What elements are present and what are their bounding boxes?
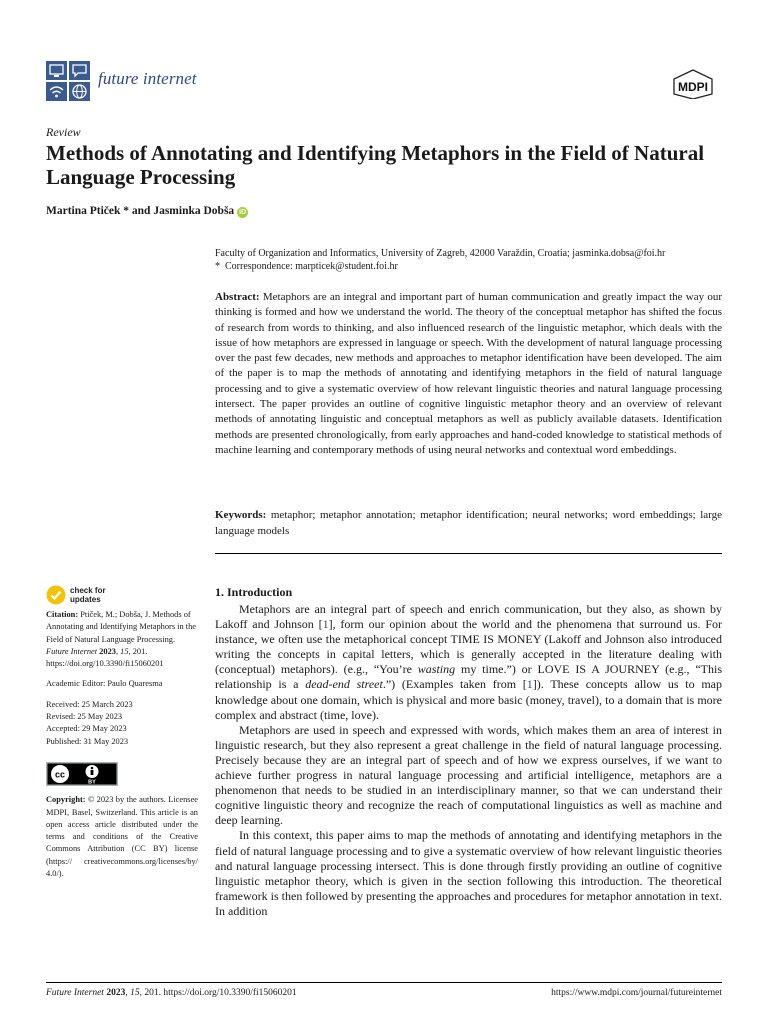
article-title: Methods of Annotating and Identifying Metaphors in the Field of Natural Language Processing <box>46 141 705 189</box>
received-date: Received: 25 March 2023 <box>46 699 133 709</box>
section-heading-introduction: 1. Introduction <box>215 585 293 599</box>
footer-journal-url[interactable]: https://www.mdpi.com/journal/futureinternet <box>551 988 722 998</box>
affiliation: Faculty of Organization and Informatics, University of Zagreb, 42000 Varaždin, Croatia; jasminka.dobsa@foi.hr <box>215 248 666 259</box>
footer-volume: 15 <box>130 988 140 998</box>
footer-divider <box>46 982 722 983</box>
citation: Citation: Ptiček, M.; Dobša, J. Methods of Annotating and Identifying Metaphors in the Field of Natural Language Processing. Future Internet 2023, 15, 201. https://doi.org/10.3390/fi15060201 <box>46 610 197 669</box>
copyright-label: Copyright: <box>46 795 86 805</box>
p1-part-b: ], form our opinion about the world and the phenomena that surround us. For instance, we often use the metaphorical concept TIME IS MONEY (Lakoff and Johnson also introduced writing the concepts in capital letters, which is generally accepted in the literature dealing with (conceptual) metaphors). (e.g., “You’re <box>215 617 722 677</box>
check-line-2: updates <box>70 595 101 604</box>
author-list <box>46 205 248 218</box>
check-line-1: check for <box>70 586 106 595</box>
paragraph-3: In this context, this paper aims to map the methods of annotating and identifying metaphors in the field of natural language processing and to give a systematic overview of how relevant linguistic theories and natural language processing intersect. This is done through firstly providing an outline of cognitive linguistic metaphor theory, which is given in the section following this introduction. The theoretical framework is then followed by presenting the approaches and procedures for metaphor annotation in text. In addition <box>215 828 722 918</box>
academic-editor: Academic Editor: Paulo Quaresma <box>46 679 163 689</box>
check-for-updates-button[interactable] <box>46 583 198 607</box>
paragraph-1 <box>215 602 722 723</box>
keywords-text: metaphor; metaphor annotation; metaphor identification; neural networks; word embeddings; large language models <box>215 509 723 537</box>
sidebar <box>46 583 198 880</box>
reference-link-1b[interactable]: 1 <box>526 677 533 692</box>
abstract <box>215 290 722 458</box>
correspondence-row <box>215 260 735 273</box>
check-updates-icon <box>46 585 66 605</box>
correspondence: Correspondence: marpticek@student.foi.hr <box>225 261 398 272</box>
orcid-icon[interactable]: iD <box>239 209 247 216</box>
reference-link-1[interactable]: 1 <box>322 617 329 632</box>
p1-part-e: ]). These concepts allow us to map knowledge about one domain, which is physical and more basic (money, travel), to a domain that is more complex and abstract (time, love). <box>215 677 723 722</box>
keywords-label: Keywords: <box>215 509 267 521</box>
affiliation-block <box>215 247 735 273</box>
citation-text: Ptiček, M.; Dobša, J. Methods of Annotating and Identifying Metaphors in the Field of Natural Language Processing. <box>46 610 197 644</box>
footer-journal: Future Internet <box>46 988 104 998</box>
footer-year: 2023 <box>106 988 126 998</box>
authors-text: Martina Ptiček * and Jasminka Dobša <box>46 205 235 217</box>
p1-italic-wasting: wasting <box>417 662 456 677</box>
citation-journal: Future Internet <box>46 646 98 656</box>
p1-part-c: my time.”) or LOVE IS A JOURNEY (e.g., “This relationship is a <box>215 662 722 692</box>
footer-citation: Future Internet 2023, 15, 201. https://doi.org/10.3390/fi15060201 <box>46 988 297 998</box>
introduction-body <box>215 602 722 919</box>
citation-volume: 15 <box>120 646 129 656</box>
p1-part-a: Metaphors are an integral part of speech and enrich communication, but they also, as shown by Lakoff and Johnson [ <box>215 602 722 632</box>
revised-date: Revised: 25 May 2023 <box>46 712 123 722</box>
svg-text:cc: cc <box>54 769 66 780</box>
published-date: Published: 31 May 2023 <box>46 736 129 746</box>
p1-part-d: .”) (Examples taken from [ <box>382 677 527 692</box>
paragraph-2: Metaphors are used in speech and expressed with words, which makes them an area of interest in linguistic research, but they also represent a great challenge in the field of natural language processing. Precisely because they are an integral part of speech and of how we express ourselves, if we want to achieve further progress in natural language processing and artificial intelligence, metaphors are a phenomenon that needs to be studied in an interdisciplinary manner, so that we can understand their cognitive linguistic theory and recognize the reach of computational linguistics as well as machine and deep learning. <box>215 722 722 828</box>
correspondence-mark: * <box>215 261 220 272</box>
check-updates-label <box>70 586 106 604</box>
citation-pages[interactable]: , 201. https://doi.org/10.3390/fi15060201 <box>46 646 164 669</box>
copyright <box>46 794 198 880</box>
cc-by-license-badge[interactable] <box>46 762 118 786</box>
journal-logo <box>46 61 90 101</box>
article-type: Review <box>46 125 81 139</box>
abstract-text: Metaphors are an integral and important part of human communication and greatly impact the way our thinking is formed and how we understand the world. The theory of the conceptual metaphor has shifted the focus of research from words to thinking, and also influenced research of the linguistic metaphor, which deals with the issue of how metaphors are expressed in language or speech. With the development of natural language processing over the past few decades, new methods and approaches to metaphor identification have been developed. The aim of the paper is to map the methods of annotating and identifying metaphors in the field of natural language processing and to give a systematic overview of how relevant linguistic theories and natural language processing intersect. The paper provides an outline of cognitive linguistic metaphor theory and an overview of relevant methods of annotating linguistic and conceptual metaphors as well as publicly available datasets. Identification methods are presented chronologically, from early approaches and hand-coded knowledge to statistical methods of machine learning and contemporary methods of using neural networks and contextual word embeddings. <box>215 291 722 456</box>
copyright-text: © 2023 by the authors. Licensee MDPI, Basel, Switzerland. This article is an open access article distributed under the terms and conditions of the Creative Commons Attribution (CC BY) license (https:// creativecommons.org/licenses/by/ 4.0/). <box>46 795 198 879</box>
citation-label: Citation: <box>46 610 79 619</box>
p1-italic-dead-end: dead-end street <box>305 677 383 692</box>
abstract-label: Abstract: <box>215 291 260 303</box>
accepted-date: Accepted: 29 May 2023 <box>46 724 127 734</box>
license-badge-text: BY <box>88 779 96 786</box>
publisher-name: MDPI <box>678 80 708 94</box>
mdpi-logo <box>667 69 719 99</box>
journal-name: future internet <box>98 69 197 88</box>
section-divider <box>215 553 722 554</box>
citation-year: 2023 <box>99 646 116 656</box>
footer-doi[interactable]: , 201. https://doi.org/10.3390/fi15060201 <box>139 988 297 998</box>
keywords <box>215 508 722 539</box>
